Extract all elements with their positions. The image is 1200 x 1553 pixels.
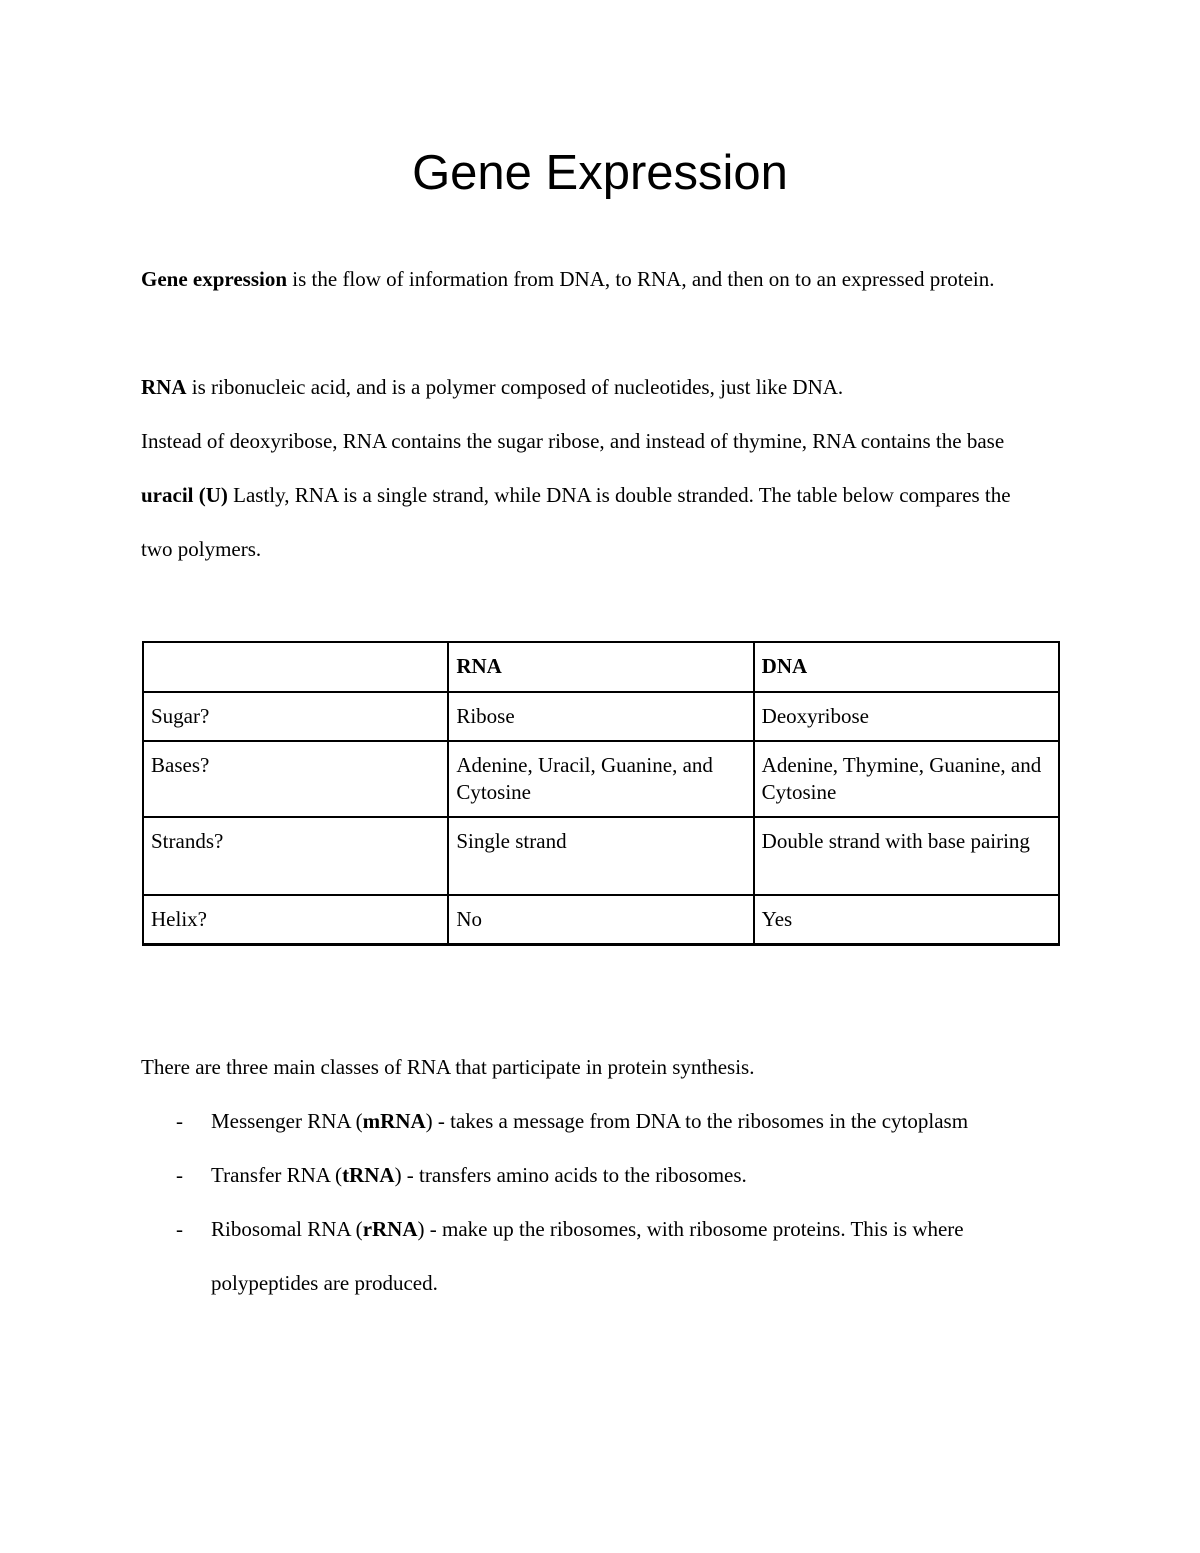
table-cell: Adenine, Thymine, Guanine, and Cytosine	[754, 741, 1059, 817]
table-row-label: Sugar?	[143, 692, 448, 741]
rna-classes-intro: There are three main classes of RNA that participate in protein synthesis.	[141, 1055, 755, 1079]
table-cell: Deoxyribose	[754, 692, 1059, 741]
table-cell: No	[448, 895, 753, 945]
list-item	[0, 1202, 1071, 1310]
rna-class-name: Transfer RNA (	[211, 1163, 343, 1187]
table-row-label: Bases?	[143, 741, 448, 817]
rna-class-description: ) - make up the ribosomes, with ribosome proteins. This is where polypeptides are produced.	[211, 1217, 964, 1295]
table-row	[143, 692, 1059, 741]
table-cell: Yes	[754, 895, 1059, 945]
table-cell: Single strand	[448, 817, 753, 895]
rna-definition	[141, 360, 1041, 414]
list-item	[0, 1094, 1071, 1148]
term-rna: RNA	[141, 375, 187, 399]
rna-class-abbr: tRNA	[342, 1163, 395, 1187]
dash-bullet: -	[176, 1109, 183, 1133]
table-row	[143, 817, 1059, 895]
table-cell: Ribose	[448, 692, 753, 741]
rna-class-description: ) - takes a message from DNA to the ribosomes in the cytoplasm	[425, 1109, 969, 1133]
table-header-row	[143, 642, 1059, 692]
table-row-label: Strands?	[143, 817, 448, 895]
definition-text: is the flow of information from DNA, to RNA, and then on to an expressed protein.	[287, 267, 995, 291]
gene-expression-definition	[141, 252, 1041, 306]
rna-classes-list	[0, 1094, 1071, 1310]
table-header-cell: RNA	[448, 642, 753, 692]
table-cell: Adenine, Uracil, Guanine, and Cytosine	[448, 741, 753, 817]
term-gene-expression: Gene expression	[141, 267, 288, 291]
paragraph-text: Lastly, RNA is a single strand, while DNA is double stranded. The table below compares the two polymers.	[141, 483, 1011, 561]
rna-class-name: Messenger RNA (	[211, 1109, 363, 1133]
rna-class-name: Ribosomal RNA (	[211, 1217, 363, 1241]
dash-bullet: -	[176, 1163, 183, 1187]
dash-bullet: -	[176, 1217, 183, 1241]
rna-class-abbr: rRNA	[362, 1217, 418, 1241]
table-row-label: Helix?	[143, 895, 448, 945]
table-header-cell: DNA	[754, 642, 1059, 692]
table-row	[143, 895, 1059, 945]
definition-text: is ribonucleic acid, and is a polymer composed of nucleotides, just like DNA.	[186, 375, 844, 399]
rna-class-description: ) - transfers amino acids to the ribosomes.	[394, 1163, 747, 1187]
paragraph-text: Instead of deoxyribose, RNA contains the sugar ribose, and instead of thymine, RNA contains the base	[141, 429, 1005, 453]
table-header-cell	[143, 642, 448, 692]
list-item	[0, 1148, 1071, 1202]
rna-dna-comparison-table	[142, 641, 1060, 946]
rna-class-abbr: mRNA	[362, 1109, 426, 1133]
table-row	[143, 741, 1059, 817]
term-uracil: uracil (U)	[141, 483, 228, 507]
page-title: Gene Expression	[412, 146, 788, 200]
table-cell: Double strand with base pairing	[754, 817, 1059, 895]
rna-vs-dna-paragraph	[141, 414, 1041, 576]
